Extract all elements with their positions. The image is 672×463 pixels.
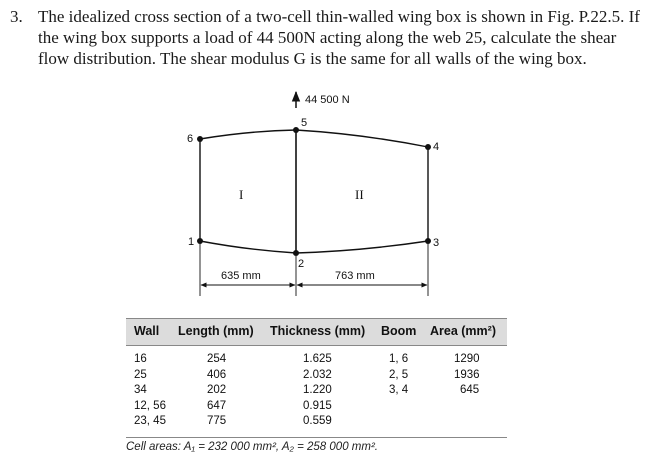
wing-box-data-table: [126, 318, 507, 437]
cell-2-label: II: [355, 187, 364, 202]
boom-6-label: 6: [187, 133, 194, 145]
wall-cell: 25: [134, 368, 147, 381]
thickness-cell: 1.625: [303, 353, 332, 365]
length-cell: 775: [207, 415, 227, 428]
top-skin-cell-1: [200, 130, 296, 139]
boom-5-dot: [293, 127, 299, 133]
wall-cell: 12, 56: [134, 399, 166, 412]
problem-line-1: The idealized cross section of a two-cell thin-walled wing box is shown in Fig. P.22.5. If: [38, 7, 640, 26]
dim-label-cell-1: 635 mm: [221, 270, 261, 282]
length-cell: 406: [207, 368, 227, 381]
thickness-cell: 2.032: [303, 368, 332, 381]
column-boom: [389, 352, 408, 399]
load-label: 44 500 N: [305, 94, 350, 106]
header-length: Length (mm): [178, 324, 254, 338]
area-cell: 1290: [454, 353, 480, 365]
dim-label-cell-2: 763 mm: [335, 270, 375, 282]
header-thickness: Thickness (mm): [270, 324, 366, 338]
boom-4-label: 4: [433, 141, 440, 153]
boom-cell: 1, 6: [389, 353, 409, 365]
problem-line-3: flow distribution. The shear modulus G is the same for all walls of the wing box.: [38, 49, 587, 68]
boom-cell: 2, 5: [389, 368, 409, 381]
bottom-skin-cell-2: [296, 241, 428, 253]
header-wall: Wall: [134, 324, 160, 338]
problem-number: 3.: [10, 7, 23, 26]
length-cell: 647: [207, 399, 227, 412]
boom-cell: 3, 4: [389, 384, 409, 397]
thickness-cell: 1.220: [303, 384, 332, 397]
boom-6-dot: [197, 136, 203, 142]
length-cell: 202: [207, 384, 227, 397]
wall-cell: 34: [134, 384, 147, 397]
problem-line-2: the wing box supports a load of 44 500N acting along the web 25, calculate the shear: [38, 28, 617, 47]
table-header: [126, 318, 507, 346]
thickness-cell: 0.559: [303, 415, 332, 428]
boom-1-label: 1: [188, 236, 195, 248]
boom-3-label: 3: [433, 237, 440, 249]
boom-2-label: 2: [298, 258, 305, 270]
area-cell: 645: [460, 384, 480, 397]
cell-areas-caption: Cell areas: A₁ = 232 000 mm², A₂ = 258 000 mm².: [126, 441, 378, 453]
column-thickness: [303, 352, 332, 430]
boom-4-dot: [425, 144, 431, 150]
header-boom: Boom: [381, 324, 417, 338]
header-area: Area (mm²): [430, 324, 496, 338]
wall-cell: 16: [134, 353, 147, 365]
column-wall: [134, 352, 166, 430]
top-skin-cell-2: [296, 130, 428, 147]
table-body: [126, 346, 507, 438]
column-area: [454, 352, 480, 399]
boom-2-dot: [293, 250, 299, 256]
length-cell: 254: [207, 353, 227, 365]
column-length: [207, 352, 226, 430]
wall-cell: 23, 45: [134, 415, 166, 428]
thickness-cell: 0.915: [303, 399, 332, 412]
cell-1-label: I: [239, 187, 244, 202]
boom-5-label: 5: [301, 117, 308, 129]
area-cell: 1936: [454, 368, 480, 381]
bottom-skin-cell-1: [200, 241, 296, 253]
